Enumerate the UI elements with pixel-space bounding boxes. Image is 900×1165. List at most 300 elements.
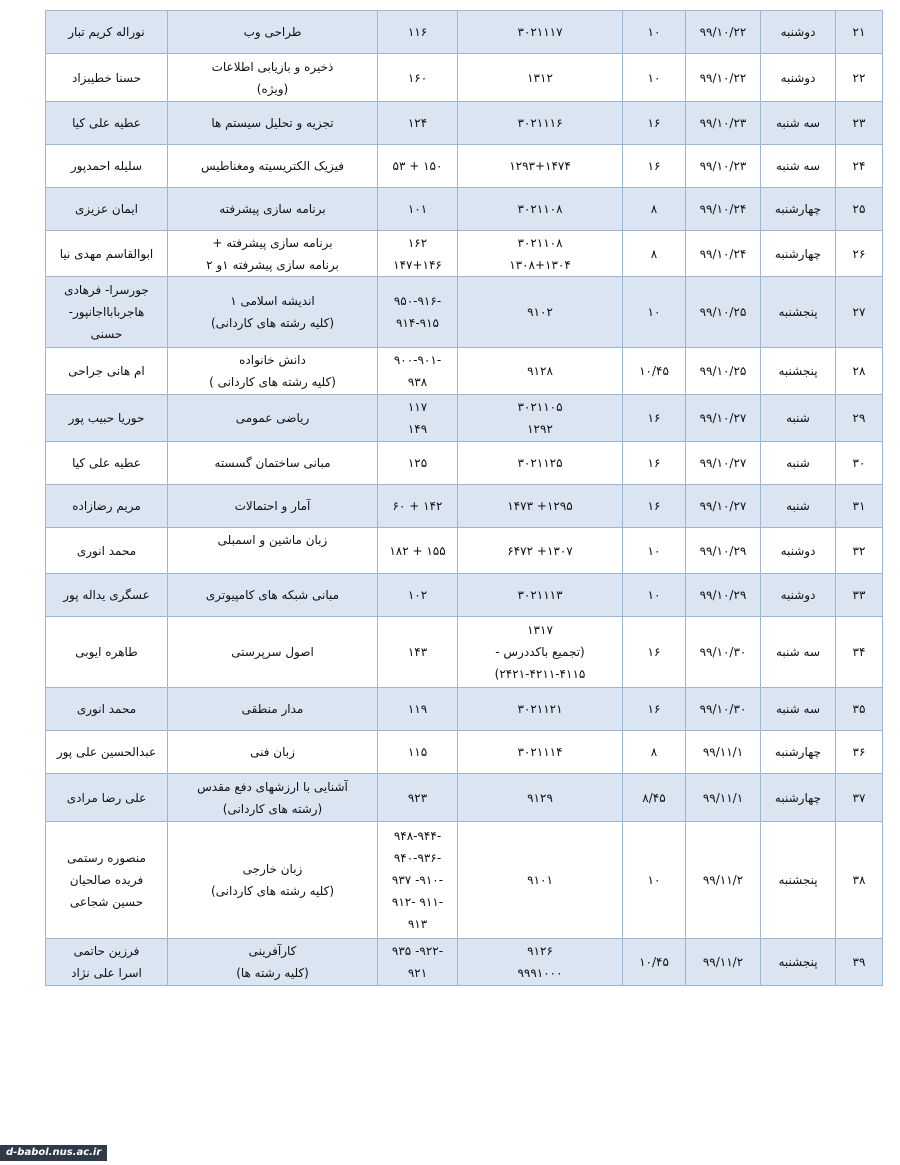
- exam-date: ۹۹/۱۰/۲۴: [699, 202, 747, 216]
- exam-time-cell: [623, 102, 686, 145]
- exam-day-cell: [761, 774, 836, 822]
- course-code-cell: [458, 617, 623, 688]
- class-code-line: ۹۲۱: [407, 966, 428, 980]
- exam-date: ۹۹/۱۱/۲: [702, 955, 744, 969]
- row-number: ۳۳: [852, 588, 866, 602]
- exam-date-cell: [686, 11, 761, 54]
- course-code-cell: [458, 528, 623, 574]
- course-code-cell: [458, 348, 623, 395]
- class-code-line: ۱۱۷: [407, 400, 428, 414]
- instructor-name-line: منصوره رستمی: [67, 851, 146, 865]
- instructor-name-cell: [46, 348, 168, 395]
- exam-time: ۱۶: [647, 456, 661, 470]
- course-code-line: ۹۱۲۶: [527, 944, 553, 958]
- exam-time: ۱۶: [647, 645, 661, 659]
- course-code-cell: [458, 54, 623, 102]
- course-name-line: (کلیه رشته ها): [236, 966, 309, 980]
- table-row: [46, 11, 883, 54]
- exam-time-cell: [623, 731, 686, 774]
- instructor-name-cell: [46, 145, 168, 188]
- course-name-line: زبان فنی: [250, 745, 295, 759]
- course-code-cell: [458, 822, 623, 939]
- exam-day: سه شنبه: [775, 702, 821, 716]
- course-name-line: برنامه سازی پیشرفته: [219, 202, 326, 216]
- instructor-name-cell: [46, 395, 168, 442]
- course-code-line: ۱۲۹۳+۱۴۷۴: [509, 159, 571, 173]
- course-name-line: طراحی وب: [243, 25, 302, 39]
- class-code-line: ۱۴۲ + ۶۰: [392, 499, 443, 513]
- exam-time-cell: [623, 11, 686, 54]
- exam-day: چهارشنبه: [774, 745, 822, 759]
- class-code-line: -۹۰۰-۹۰۱: [393, 353, 442, 367]
- class-code-cell: [378, 277, 458, 348]
- course-name-line: (کلیه رشته های کاردانی): [210, 884, 334, 898]
- instructor-name-line: اسرا علی نژاد: [71, 966, 142, 980]
- table-row: [46, 774, 883, 822]
- exam-day-cell: [761, 348, 836, 395]
- exam-date-cell: [686, 774, 761, 822]
- exam-day: سه شنبه: [775, 116, 821, 130]
- exam-date: ۹۹/۱۰/۲۳: [699, 116, 747, 130]
- row-number: ۳۸: [852, 873, 866, 887]
- exam-time: ۱۰: [647, 305, 661, 319]
- course-name-line: اندیشه اسلامی ۱: [230, 294, 315, 308]
- exam-date: ۹۹/۱۰/۲۹: [699, 543, 747, 558]
- course-name-cell: [168, 277, 378, 348]
- class-code-line: ۱۴۷+۱۴۶: [393, 257, 442, 272]
- course-code-line: ۳۰۲۱۱۰۸: [517, 235, 563, 250]
- exam-date-cell: [686, 188, 761, 231]
- instructor-name-line: ابوالقاسم مهدی نیا: [59, 246, 154, 261]
- class-code-cell: [378, 102, 458, 145]
- course-code-line: ۳۰۲۱۱۱۶: [517, 116, 563, 130]
- class-code-line: ۹۳۸: [407, 375, 428, 389]
- row-number: ۳۵: [852, 702, 866, 716]
- row-number: ۲۵: [852, 202, 866, 216]
- course-name-line: (رشته های کاردانی): [222, 801, 323, 816]
- row-number: ۲۴: [852, 159, 866, 173]
- exam-day: سه شنبه: [775, 159, 821, 173]
- class-code-line: -۹۱۰- ۹۳۷: [391, 873, 444, 887]
- instructor-name-cell: [46, 54, 168, 102]
- table-row: [46, 822, 883, 939]
- exam-date: ۹۹/۱۰/۳۰: [699, 645, 747, 659]
- course-name-cell: [168, 574, 378, 617]
- exam-time: ۱۰: [647, 543, 661, 558]
- table-row: [46, 485, 883, 528]
- class-code-line: ۱۱۵: [407, 745, 428, 759]
- course-name-cell: [168, 102, 378, 145]
- course-name-cell: [168, 731, 378, 774]
- exam-date-cell: [686, 277, 761, 348]
- exam-time-cell: [623, 277, 686, 348]
- exam-time-cell: [623, 442, 686, 485]
- exam-date-cell: [686, 485, 761, 528]
- course-code-cell: [458, 11, 623, 54]
- course-code-line: ۳۰۲۱۱۰۵: [517, 400, 563, 414]
- course-code-line: ۱۲۹۵+ ۱۴۷۳: [507, 499, 573, 513]
- course-code-line: ۱۳۰۷+ ۶۴۷۲: [507, 543, 573, 558]
- instructor-name-cell: [46, 188, 168, 231]
- exam-time-cell: [623, 939, 686, 986]
- exam-day-cell: [761, 11, 836, 54]
- instructor-name-line: محمد انوری: [76, 702, 137, 716]
- instructor-name-line: جورسرا- فرهادی: [64, 283, 149, 297]
- exam-time: ۸: [650, 202, 658, 216]
- course-name-cell: [168, 528, 378, 574]
- exam-day: چهارشنبه: [774, 790, 822, 805]
- row-number: ۲۳: [852, 116, 866, 130]
- exam-date: ۹۹/۱۰/۲۴: [699, 246, 747, 261]
- row-number-cell: [836, 277, 883, 348]
- instructor-name-cell: [46, 774, 168, 822]
- instructor-name-cell: [46, 617, 168, 688]
- course-name-cell: [168, 822, 378, 939]
- course-name-cell: [168, 774, 378, 822]
- row-number: ۳۷: [852, 790, 866, 805]
- exam-time-cell: [623, 574, 686, 617]
- exam-date: ۹۹/۱۰/۲۳: [699, 159, 747, 173]
- exam-time: ۸: [650, 745, 658, 759]
- exam-time-cell: [623, 145, 686, 188]
- table-row: [46, 731, 883, 774]
- course-code-cell: [458, 231, 623, 277]
- exam-time-cell: [623, 485, 686, 528]
- exam-date-cell: [686, 822, 761, 939]
- course-code-cell: [458, 145, 623, 188]
- exam-time: ۱۰: [647, 70, 661, 85]
- class-code-cell: [378, 145, 458, 188]
- exam-day-cell: [761, 231, 836, 277]
- course-name-cell: [168, 348, 378, 395]
- course-code-cell: [458, 102, 623, 145]
- exam-date: ۹۹/۱۰/۲۷: [699, 456, 747, 470]
- instructor-name-cell: [46, 102, 168, 145]
- exam-day: دوشنبه: [780, 588, 816, 602]
- exam-day: چهارشنبه: [774, 202, 822, 216]
- site-footer-label: d-babol.nus.ac.ir: [0, 1145, 107, 1161]
- row-number: ۳۱: [852, 499, 866, 513]
- course-code-line: ۹۱۰۲: [527, 305, 553, 319]
- exam-time-cell: [623, 54, 686, 102]
- exam-date: ۹۹/۱۰/۲۷: [699, 499, 747, 513]
- course-name-line: (کلیه رشته های کاردانی): [210, 316, 334, 330]
- class-code-cell: [378, 188, 458, 231]
- exam-day-cell: [761, 731, 836, 774]
- course-name-cell: [168, 145, 378, 188]
- exam-date: ۹۹/۱۱/۲: [702, 873, 744, 887]
- exam-time-cell: [623, 231, 686, 277]
- exam-date: ۹۹/۱۱/۱: [702, 790, 744, 805]
- course-name-line: زبان خارجی: [242, 862, 303, 876]
- course-name-line: کارآفرینی: [248, 944, 297, 958]
- exam-day-cell: [761, 822, 836, 939]
- exam-date: ۹۹/۱۰/۳۰: [699, 702, 747, 716]
- instructor-name-line: حسنا خطیبزاد: [71, 70, 142, 85]
- exam-day-cell: [761, 574, 836, 617]
- exam-time-cell: [623, 348, 686, 395]
- exam-time: ۱۰/۴۵: [639, 364, 669, 378]
- instructor-name-line: ام هانی جراحی: [68, 364, 145, 378]
- exam-schedule-table: [45, 10, 883, 986]
- exam-time-cell: [623, 688, 686, 731]
- course-code-line: ۳۰۲۱۱۱۳: [517, 588, 563, 602]
- course-code-line: ۱۳۱۲: [527, 70, 553, 85]
- row-number-cell: [836, 231, 883, 277]
- exam-time-cell: [623, 528, 686, 574]
- exam-date: ۹۹/۱۰/۲۵: [699, 305, 747, 319]
- exam-time: ۱۰/۴۵: [639, 955, 669, 969]
- course-name-line: مدار منطقی: [241, 702, 304, 716]
- course-name-line: اصول سرپرستی: [231, 645, 314, 659]
- class-code-line: -۹۴۰-۹۳۶: [393, 851, 442, 865]
- course-name-line: مبانی شبکه های کامپیوتری: [205, 588, 340, 602]
- instructor-name-cell: [46, 277, 168, 348]
- course-name-cell: [168, 688, 378, 731]
- table-row: [46, 617, 883, 688]
- exam-day-cell: [761, 939, 836, 986]
- instructor-name-cell: [46, 11, 168, 54]
- course-code-line: ۹۱۰۱: [527, 873, 553, 887]
- course-code-cell: [458, 939, 623, 986]
- course-code-cell: [458, 188, 623, 231]
- class-code-line: ۱۱۹: [407, 702, 428, 716]
- course-name-cell: [168, 617, 378, 688]
- class-code-line: ۹۱۴-۹۱۵: [395, 316, 439, 330]
- course-code-cell: [458, 277, 623, 348]
- row-number: ۲۱: [852, 25, 866, 39]
- exam-time: ۱۰: [647, 25, 661, 39]
- course-name-line: برنامه سازی پیشرفته +: [212, 235, 333, 250]
- table-row: [46, 442, 883, 485]
- exam-date-cell: [686, 54, 761, 102]
- course-code-line: ۳۰۲۱۱۲۵: [517, 456, 563, 470]
- instructor-name-line: عطیه علی کیا: [72, 456, 141, 470]
- course-name-cell: [168, 939, 378, 986]
- row-number-cell: [836, 528, 883, 574]
- row-number-cell: [836, 688, 883, 731]
- instructor-name-line: فریده صالحیان: [69, 873, 144, 887]
- course-name-line: آشنایی با ارزشهای دفع مقدس: [197, 779, 348, 794]
- table-row: [46, 231, 883, 277]
- row-number-cell: [836, 774, 883, 822]
- course-name-cell: [168, 11, 378, 54]
- instructor-name-line: حسین شجاعی: [69, 895, 144, 909]
- exam-date-cell: [686, 574, 761, 617]
- class-code-cell: [378, 442, 458, 485]
- exam-time-cell: [623, 822, 686, 939]
- class-code-cell: [378, 528, 458, 574]
- class-code-cell: [378, 395, 458, 442]
- table-row: [46, 395, 883, 442]
- exam-date-cell: [686, 231, 761, 277]
- row-number-cell: [836, 11, 883, 54]
- course-name-line: فیزیک الکتریسیته ومغناطیس: [200, 159, 345, 173]
- exam-date: ۹۹/۱۰/۲۲: [699, 25, 747, 39]
- class-code-cell: [378, 939, 458, 986]
- exam-time: ۱۰: [647, 588, 661, 602]
- row-number-cell: [836, 731, 883, 774]
- exam-day-cell: [761, 277, 836, 348]
- class-code-line: ۱۱۶: [407, 25, 428, 39]
- course-name-cell: [168, 231, 378, 277]
- class-code-line: ۱۰۲: [407, 588, 428, 602]
- instructor-name-line: سلیله احمدپور: [70, 159, 143, 173]
- table-row: [46, 188, 883, 231]
- row-number-cell: [836, 145, 883, 188]
- row-number: ۳۰: [852, 456, 866, 470]
- class-code-cell: [378, 231, 458, 277]
- exam-day-cell: [761, 395, 836, 442]
- class-code-cell: [378, 774, 458, 822]
- table-row: [46, 277, 883, 348]
- course-name-line: تجزیه و تحلیل سیستم ها: [211, 116, 334, 130]
- course-name-line: برنامه سازی پیشرفته ۱و ۲: [206, 257, 339, 272]
- table-row: [46, 688, 883, 731]
- row-number-cell: [836, 395, 883, 442]
- class-code-line: -۹۲۲- ۹۳۵: [391, 944, 444, 958]
- instructor-name-cell: [46, 822, 168, 939]
- course-name-line: ذخیره و بازیابی اطلاعات: [211, 59, 334, 74]
- row-number: ۳۲: [852, 543, 866, 558]
- row-number: ۳۴: [852, 645, 866, 659]
- instructor-name-line: ایمان عزیزی: [74, 202, 139, 216]
- course-code-line: ۱۳۰۸+۱۳۰۴: [509, 257, 571, 272]
- course-name-line: آمار و احتمالات: [234, 499, 311, 513]
- exam-day-cell: [761, 54, 836, 102]
- table-row: [46, 574, 883, 617]
- exam-day-cell: [761, 617, 836, 688]
- exam-day: پنجشنبه: [778, 364, 818, 378]
- instructor-name-cell: [46, 231, 168, 277]
- course-code-cell: [458, 731, 623, 774]
- exam-date-cell: [686, 145, 761, 188]
- exam-time: ۱۶: [647, 499, 661, 513]
- class-code-line: ۹۱۳: [407, 917, 428, 931]
- instructor-name-line: حوریا حبیب پور: [68, 411, 145, 425]
- row-number: ۳۶: [852, 745, 866, 759]
- course-code-cell: [458, 574, 623, 617]
- row-number: ۲۷: [852, 305, 866, 319]
- instructor-name-cell: [46, 574, 168, 617]
- exam-date-cell: [686, 731, 761, 774]
- row-number: ۲۸: [852, 364, 866, 378]
- exam-day: شنبه: [786, 499, 810, 513]
- course-code-line: (تجمیع باکددرس -: [495, 645, 585, 659]
- exam-time-cell: [623, 188, 686, 231]
- table-row: [46, 939, 883, 986]
- exam-time: ۱۶: [647, 159, 661, 173]
- exam-day: پنجشنبه: [778, 873, 818, 887]
- course-code-cell: [458, 485, 623, 528]
- class-code-line: ۱۲۴: [407, 116, 428, 130]
- course-code-line: ۱۲۹۲: [527, 422, 553, 436]
- exam-date: ۹۹/۱۰/۲۲: [699, 70, 747, 85]
- course-code-cell: [458, 442, 623, 485]
- table-row: [46, 528, 883, 574]
- course-name-line: ریاضی عمومی: [235, 411, 310, 425]
- course-name-cell: [168, 485, 378, 528]
- class-code-cell: [378, 574, 458, 617]
- course-name-line: [172, 551, 373, 573]
- instructor-name-line: مریم رضازاده: [72, 499, 141, 513]
- instructor-name-line: حسنی: [90, 327, 123, 341]
- instructor-name-cell: [46, 528, 168, 574]
- course-code-line: ۹۱۲۸: [527, 364, 553, 378]
- class-code-cell: [378, 731, 458, 774]
- row-number-cell: [836, 348, 883, 395]
- row-number: ۲۶: [852, 246, 866, 261]
- row-number-cell: [836, 822, 883, 939]
- course-name-line: دانش خانواده: [239, 353, 306, 367]
- exam-day-cell: [761, 485, 836, 528]
- course-code-cell: [458, 774, 623, 822]
- class-code-line: ۱۵۰ + ۵۳: [392, 159, 443, 173]
- exam-day-cell: [761, 688, 836, 731]
- exam-day: شنبه: [786, 411, 810, 425]
- instructor-name-cell: [46, 688, 168, 731]
- instructor-name-cell: [46, 442, 168, 485]
- row-number-cell: [836, 102, 883, 145]
- course-name-cell: [168, 395, 378, 442]
- class-code-cell: [378, 11, 458, 54]
- exam-time: ۱۶: [647, 702, 661, 716]
- class-code-line: ۹۲۳: [407, 790, 428, 805]
- row-number-cell: [836, 939, 883, 986]
- course-code-line: ۳۰۲۱۱۲۱: [517, 702, 563, 716]
- exam-time: ۱۶: [647, 116, 661, 130]
- exam-date-cell: [686, 688, 761, 731]
- exam-date: ۹۹/۱۰/۲۹: [699, 588, 747, 602]
- class-code-line: -۹۵۰-۹۱۶: [393, 294, 442, 308]
- row-number-cell: [836, 442, 883, 485]
- exam-date-cell: [686, 528, 761, 574]
- course-code-line: ۱۳۱۷: [527, 623, 553, 637]
- exam-time-cell: [623, 617, 686, 688]
- exam-day-cell: [761, 442, 836, 485]
- table-row: [46, 102, 883, 145]
- class-code-line: ۱۴۳: [407, 645, 428, 659]
- row-number-cell: [836, 574, 883, 617]
- exam-day: سه شنبه: [775, 645, 821, 659]
- exam-date: ۹۹/۱۰/۲۷: [699, 411, 747, 425]
- exam-date-cell: [686, 102, 761, 145]
- exam-time: ۱۶: [647, 411, 661, 425]
- exam-day: دوشنبه: [780, 25, 816, 39]
- row-number-cell: [836, 485, 883, 528]
- class-code-line: ۱۵۵ + ۱۸۲: [389, 543, 446, 558]
- instructor-name-line: طاهره ایوبی: [75, 645, 138, 659]
- course-name-cell: [168, 442, 378, 485]
- class-code-line: ۱۶۰: [407, 70, 428, 85]
- instructor-name-cell: [46, 731, 168, 774]
- row-number: ۳۹: [852, 955, 866, 969]
- instructor-name-line: علی رضا مرادی: [66, 790, 147, 805]
- course-name-cell: [168, 188, 378, 231]
- course-name-line: مبانی ساختمان گسسته: [214, 456, 331, 470]
- course-name-line: زبان ماشین و اسمبلی: [217, 532, 328, 547]
- exam-time: ۸/۴۵: [642, 790, 666, 805]
- class-code-cell: [378, 54, 458, 102]
- row-number-cell: [836, 617, 883, 688]
- exam-day-cell: [761, 102, 836, 145]
- course-code-line: ۹۹۹۱۰۰۰: [517, 966, 563, 980]
- exam-day-cell: [761, 528, 836, 574]
- row-number: ۲۹: [852, 411, 866, 425]
- exam-date: ۹۹/۱۰/۲۵: [699, 364, 747, 378]
- exam-day: دوشنبه: [780, 543, 816, 558]
- course-name-line: (ویژه): [256, 81, 289, 96]
